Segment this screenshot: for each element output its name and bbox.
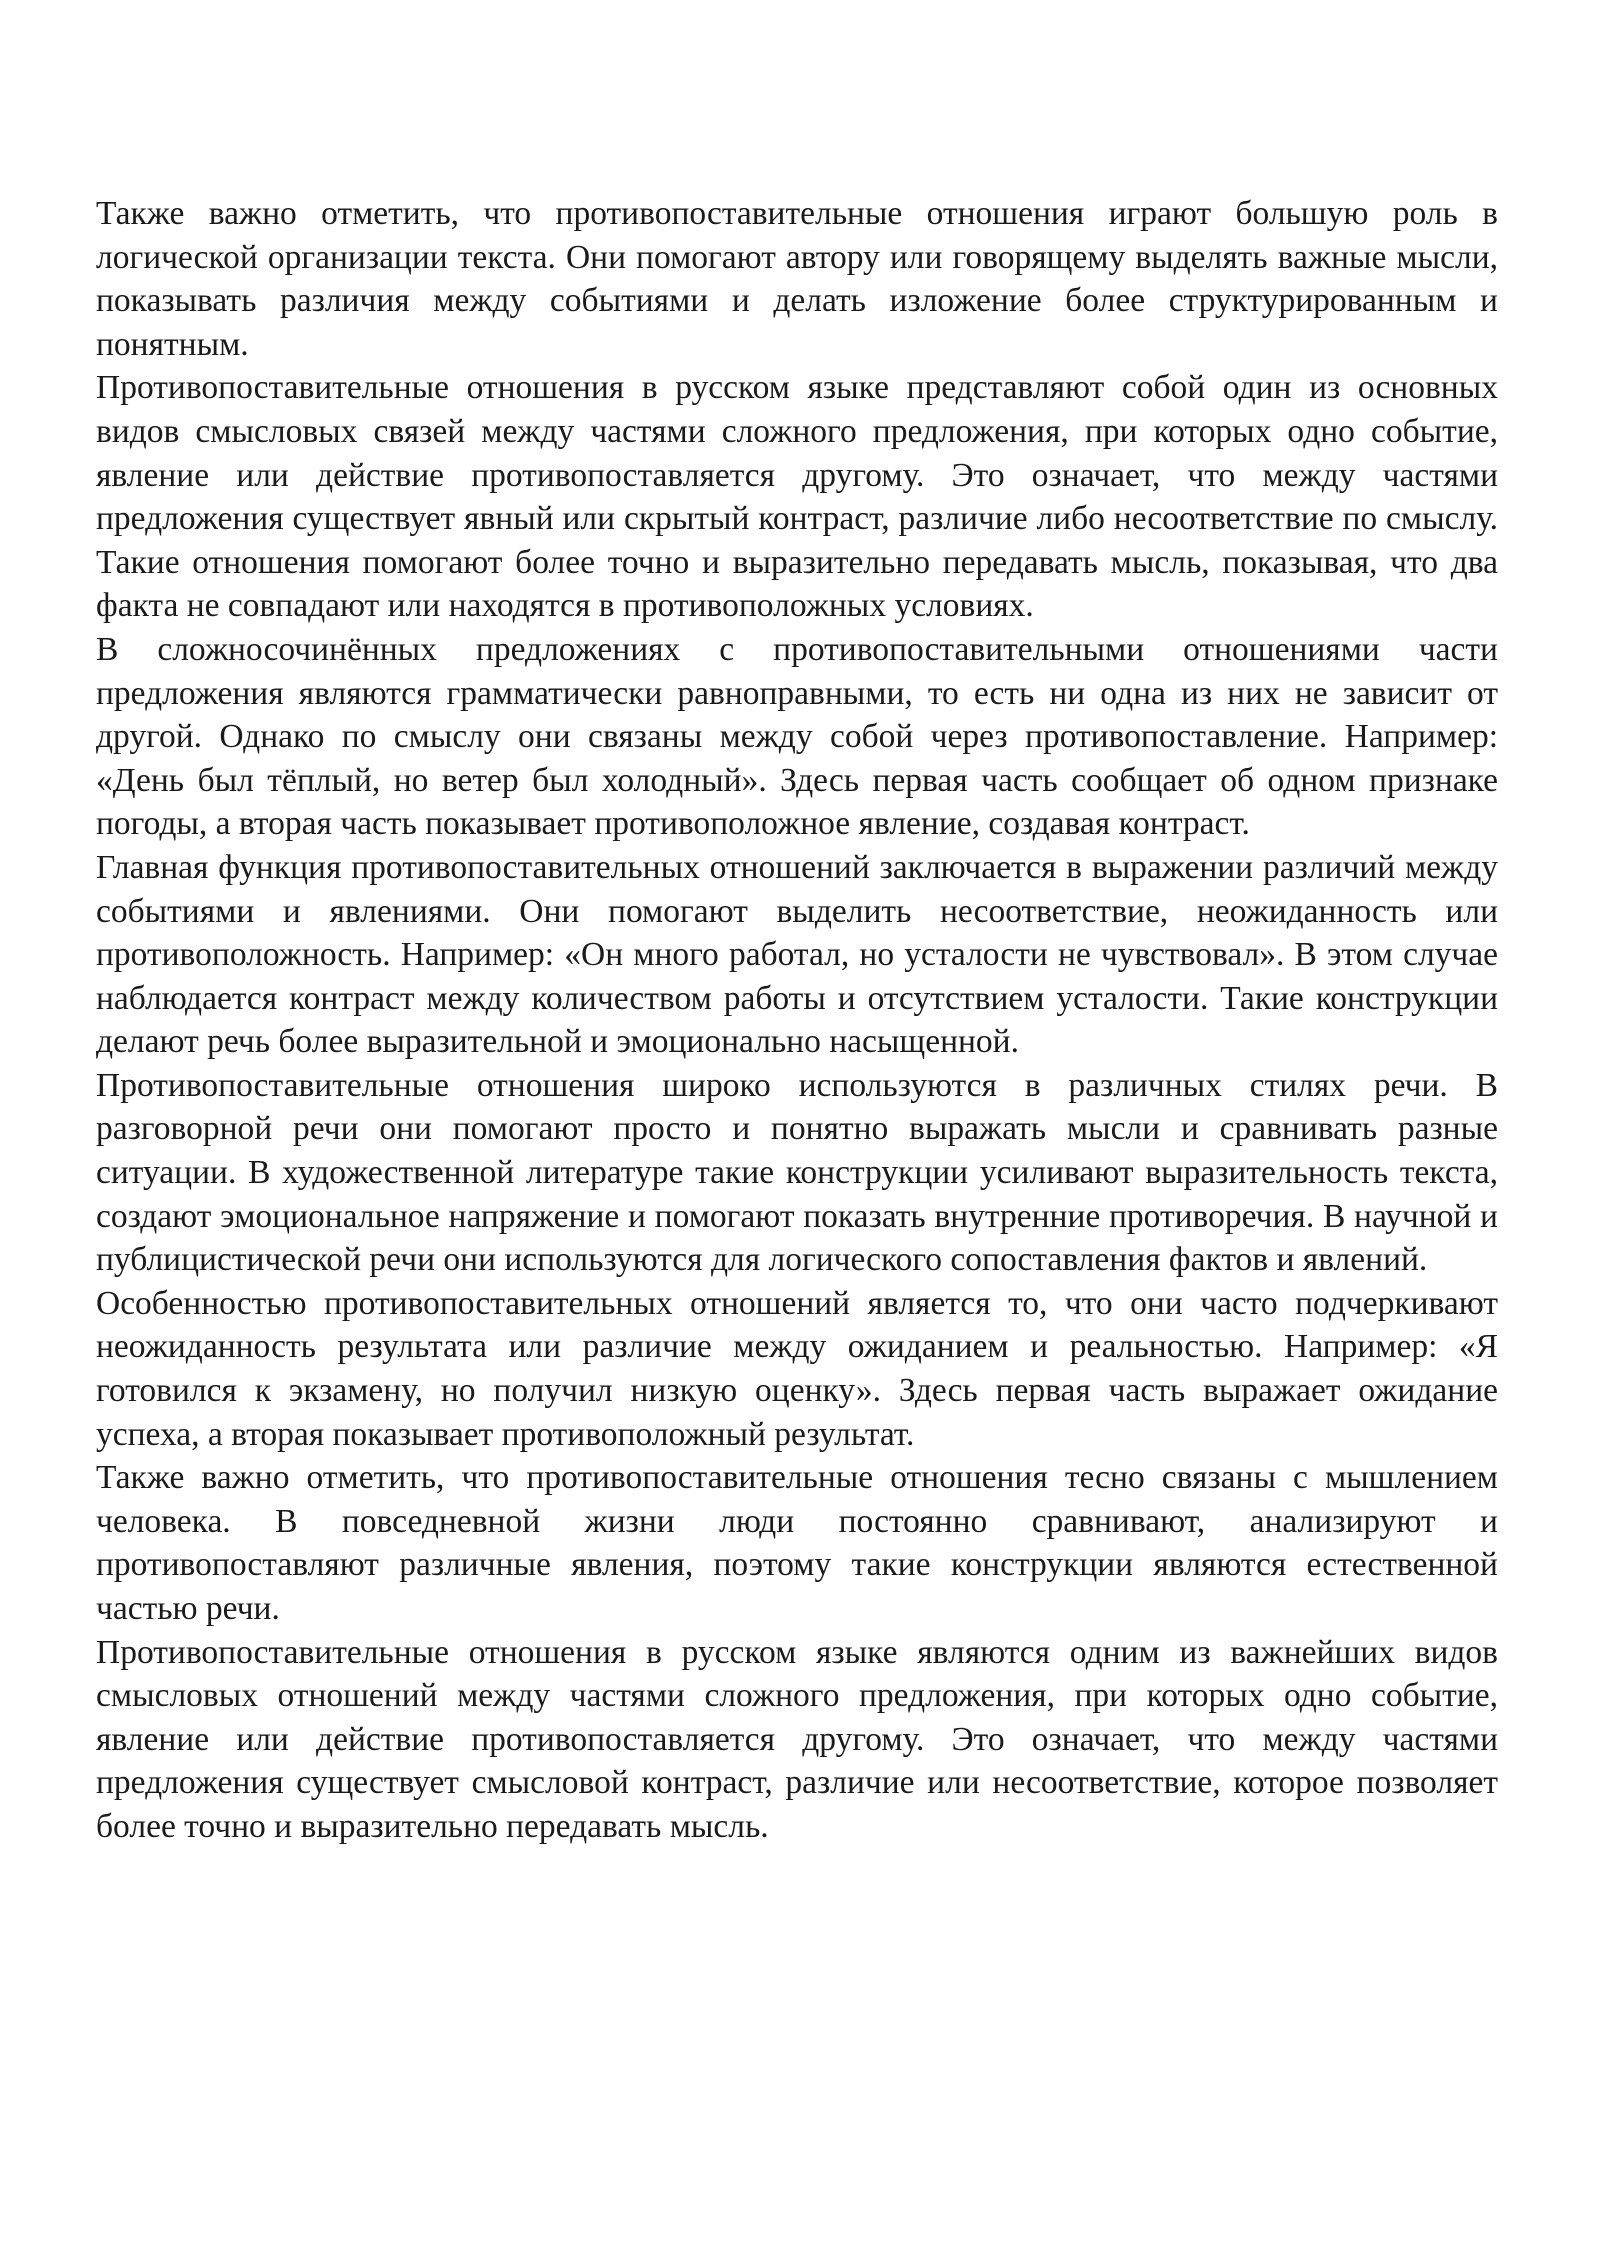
paragraph-6: Особенностью противопоставительных отношений является то, что они часто подчеркивают неожиданность результата или различие между ожиданием и реальностью. Например: «Я готовился к экзамену, но получил низкую оценку». Здесь первая часть выражает ожидание успеха, а вторая показывает противоположный результат. xyxy=(96,1284,1498,1453)
paragraph-8: Противопоставительные отношения в русском языке являются одним из важнейших видов смысловых отношений между частями сложного предложения, при которых одно событие, явление или действие противопоставляется другому. Это означает, что между частями предложения существует смысловой контраст, различие или несоответствие, которое позволяет более точно и выразительно передавать мысль. xyxy=(96,1633,1498,1845)
paragraph-2: Противопоставительные отношения в русском языке представляют собой один из основных видов смысловых связей между частями сложного предложения, при которых одно событие, явление или действие противопоставляется другому. Это означает, что между частями предложения существует явный или скрытый контраст, различие либо несоответствие по смыслу. Такие отношения помогают более точно и выразительно передавать мысль, показывая, что два факта не совпадают или находятся в противоположных условиях. xyxy=(96,369,1498,625)
paragraph-5: Противопоставительные отношения широко используются в различных стилях речи. В разговорной речи они помогают просто и понятно выражать мысли и сравнивать разные ситуации. В художественной литературе такие конструкции усиливают выразительность текста, создают эмоциональное напряжение и помогают показать внутренние противоречия. В научной и публицистической речи они используются для логического сопоставления фактов и явлений. xyxy=(96,1066,1498,1279)
paragraph-4: Главная функция противопоставительных отношений заключается в выражении различий между событиями и явлениями. Они помогают выделить несоответствие, неожиданность или противоположность. Например: «Он много работал, но усталости не чувствовал». В этом случае наблюдается контраст между количеством работы и отсутствием усталости. Такие конструкции делают речь более выразительной и эмоционально насыщенной. xyxy=(96,848,1498,1061)
paragraph-3: В сложносочинённых предложениях с противопоставительными отношениями части предложения являются грамматически равноправными, то есть ни одна из них не зависит от другой. Однако по смыслу они связаны между собой через противопоставление. Например: «День был тёплый, но ветер был холодный». Здесь первая часть сообщает об одном признаке погоды, а вторая часть показывает противоположное явление, создавая контраст. xyxy=(96,630,1498,843)
document-page xyxy=(96,192,1498,1849)
paragraph-1: Также важно отметить, что противопоставительные отношения играют большую роль в логической организации текста. Они помогают автору или говорящему выделять важные мысли, показывать различия между событиями и делать изложение более структурированным и понятным. xyxy=(96,195,1498,363)
paragraph-7: Также важно отметить, что противопоставительные отношения тесно связаны с мышлением человека. В повседневной жизни люди постоянно сравнивают, анализируют и противопоставляют различные явления, поэтому такие конструкции являются естественной частью речи. xyxy=(96,1459,1498,1627)
